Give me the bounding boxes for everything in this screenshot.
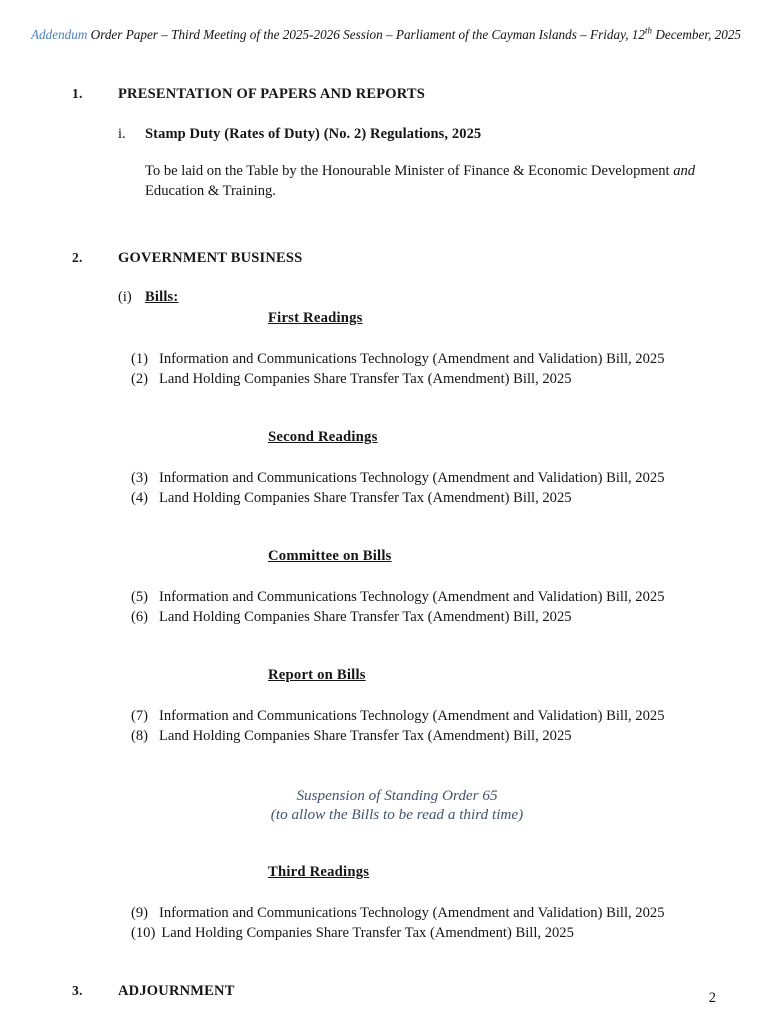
bill-item-text: Land Holding Companies Share Transfer Tax (Amendment) Bill, 2025 xyxy=(159,490,572,506)
suspension-note xyxy=(72,786,722,824)
list-item xyxy=(131,726,722,746)
list-item xyxy=(131,903,722,923)
bill-item-text: Information and Communications Technology (Amendment and Validation) Bill, 2025 xyxy=(159,708,665,724)
addendum-label: Addendum xyxy=(30,27,88,42)
bills-label: Bills: xyxy=(145,289,179,305)
group-heading-committee-on-bills: Committee on Bills xyxy=(268,548,392,564)
laying-note-text: To be laid on the Table by the Honourable Minister of Finance & Economic Development xyxy=(145,163,674,179)
section-papers-heading xyxy=(72,86,722,103)
bill-item-text: Information and Communications Technology (Amendment and Validation) Bill, 2025 xyxy=(159,589,665,605)
bill-item-number: (1) xyxy=(131,351,149,367)
bill-item-text: Information and Communications Technology (Amendment and Validation) Bill, 2025 xyxy=(159,905,665,921)
list-item xyxy=(131,349,722,369)
bill-item-text: Information and Communications Technology (Amendment and Validation) Bill, 2025 xyxy=(159,470,665,486)
third-readings-list xyxy=(72,903,722,943)
section-government-number: 2. xyxy=(72,250,83,265)
section-adjournment-number: 3. xyxy=(72,983,83,998)
bill-item-number: (2) xyxy=(131,371,149,387)
papers-subitem xyxy=(118,126,722,143)
section-papers-title: PRESENTATION OF PAPERS AND REPORTS xyxy=(118,86,426,102)
document-body xyxy=(0,86,772,1000)
list-item xyxy=(131,706,722,726)
list-item xyxy=(131,607,722,627)
bill-item-text: Land Holding Companies Share Transfer Tax (Amendment) Bill, 2025 xyxy=(159,609,572,625)
suspension-note-line1: Suspension of Standing Order 65 xyxy=(296,787,498,804)
bill-item-text: Land Holding Companies Share Transfer Tax (Amendment) Bill, 2025 xyxy=(159,728,572,744)
bill-item-number: (3) xyxy=(131,470,149,486)
bill-item-text: Information and Communications Technology (Amendment and Validation) Bill, 2025 xyxy=(159,351,665,367)
page-number: 2 xyxy=(708,990,716,1006)
committee-on-bills-list xyxy=(72,587,722,627)
group-heading-report-on-bills: Report on Bills xyxy=(268,667,366,683)
header-title-text: Order Paper – Third Meeting of the 2025-2026 Session – Parliament of the Cayman Islands – Friday, 12 xyxy=(87,27,645,42)
list-item xyxy=(131,587,722,607)
list-item xyxy=(131,923,722,943)
section-adjournment-heading xyxy=(72,983,722,1000)
bills-subheading xyxy=(118,289,722,306)
bill-item-number: (6) xyxy=(131,609,149,625)
section-government-heading xyxy=(72,250,722,267)
bill-item-text: Land Holding Companies Share Transfer Tax (Amendment) Bill, 2025 xyxy=(161,925,574,941)
document-header xyxy=(0,0,772,43)
bill-item-number: (10) xyxy=(131,925,156,941)
group-heading-third-readings: Third Readings xyxy=(268,864,370,880)
bill-item-number: (9) xyxy=(131,905,149,921)
header-title-end: December, 2025 xyxy=(652,27,742,42)
section-adjournment-title: ADJOURNMENT xyxy=(118,983,235,999)
section-government-title: GOVERNMENT BUSINESS xyxy=(118,250,303,266)
header-ordinal-superscript: th xyxy=(645,25,653,36)
papers-laying-note xyxy=(145,161,722,201)
bills-marker: (i) xyxy=(118,289,132,305)
bill-item-text: Land Holding Companies Share Transfer Tax (Amendment) Bill, 2025 xyxy=(159,371,572,387)
first-readings-list xyxy=(72,349,722,389)
laying-note-and: and xyxy=(673,163,696,179)
group-heading-second-readings: Second Readings xyxy=(268,429,378,445)
bill-item-number: (8) xyxy=(131,728,149,744)
laying-note-tail: Education & Training. xyxy=(145,183,276,199)
bill-item-number: (5) xyxy=(131,589,149,605)
bill-item-number: (4) xyxy=(131,490,149,506)
bill-item-number: (7) xyxy=(131,708,149,724)
report-on-bills-list xyxy=(72,706,722,746)
list-item xyxy=(131,488,722,508)
papers-subitem-title: Stamp Duty (Rates of Duty) (No. 2) Regulations, 2025 xyxy=(145,126,482,142)
group-heading-first-readings: First Readings xyxy=(268,310,363,326)
section-papers-number: 1. xyxy=(72,86,83,101)
papers-subitem-number: i. xyxy=(118,126,126,142)
list-item xyxy=(131,369,722,389)
second-readings-list xyxy=(72,468,722,508)
list-item xyxy=(131,468,722,488)
suspension-note-line2: (to allow the Bills to be read a third time) xyxy=(270,806,524,823)
